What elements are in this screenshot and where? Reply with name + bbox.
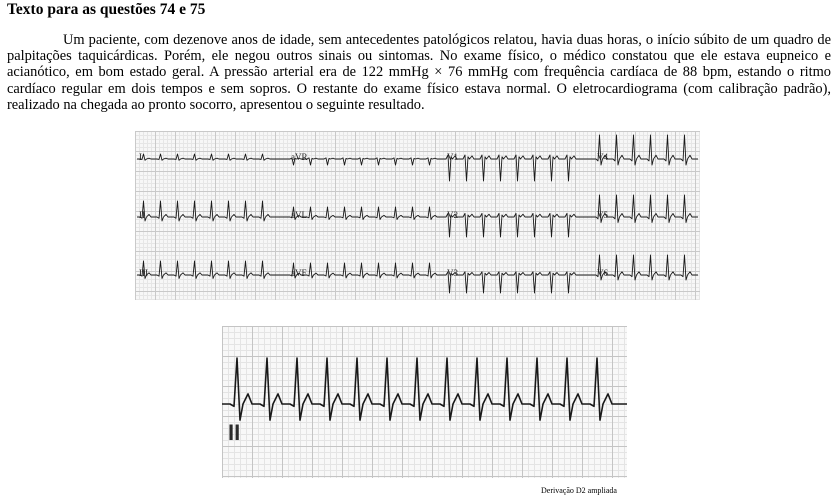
lead-label-I: I	[139, 152, 142, 162]
ecg-rhythm-path	[222, 358, 627, 420]
ecg-trace-r0c3	[593, 135, 698, 165]
ecg-trace-r0c0	[137, 154, 287, 160]
lead-label-V5: V5	[597, 210, 608, 220]
ecg-12-lead-figure	[135, 131, 700, 300]
lead-label-aVF: aVF	[291, 268, 307, 278]
ecg-12-lead-traces	[135, 131, 700, 300]
ecg-trace-r2c1	[287, 263, 443, 278]
ecg-trace-r2c3	[593, 255, 698, 280]
ecg-trace-r2c2	[443, 272, 593, 293]
ecg-trace-r0c2	[443, 152, 593, 181]
ecg-trace-r1c0	[137, 201, 287, 221]
rhythm-lead-label: II	[228, 420, 241, 445]
lead-label-V1: V1	[447, 152, 458, 162]
lead-label-V6: V6	[597, 268, 608, 278]
ecg-rhythm-strip	[222, 326, 627, 478]
lead-label-aVR: aVR	[291, 152, 308, 162]
case-paragraph: Um paciente, com dezenove anos de idade, sem antecedentes patológicos relatou, havia duas horas, o início súbito de um quadro de palpitações taquicárdicas. Porém, ele negou outros sinais ou sintomas. No exame físico, o médico constatou que ele estava eupneico e acianótico, em bom estado geral. A pressão arterial era de 122 mmHg × 76 mmHg com frequência cardíaca de 88 bpm, estando o ritmo cardíaco regular em dois tempos e sem sopros. O restante do exame físico estava normal. O eletrocardiograma (com calibração padrão), realizado na chegada ao pronto socorro, apresentou o seguinte resultado.	[7, 32, 831, 113]
ecg-trace-r1c1	[287, 207, 443, 220]
lead-label-V2: V2	[447, 210, 458, 220]
rhythm-caption: Derivação D2 ampliada	[541, 486, 617, 495]
ecg-trace-r0c1	[287, 158, 443, 165]
lead-label-II: II	[139, 210, 145, 220]
lead-label-III: III	[139, 268, 148, 278]
ecg-trace-r1c3	[593, 195, 698, 223]
lead-label-V4: V4	[597, 152, 608, 162]
ecg-trace-r1c2	[443, 210, 593, 237]
lead-label-V3: V3	[447, 268, 458, 278]
lead-label-aVL: aVL	[291, 210, 307, 220]
ecg-rhythm-trace	[222, 326, 627, 478]
ecg-trace-r2c0	[137, 261, 287, 279]
section-heading: Texto para as questões 74 e 75	[7, 1, 206, 18]
